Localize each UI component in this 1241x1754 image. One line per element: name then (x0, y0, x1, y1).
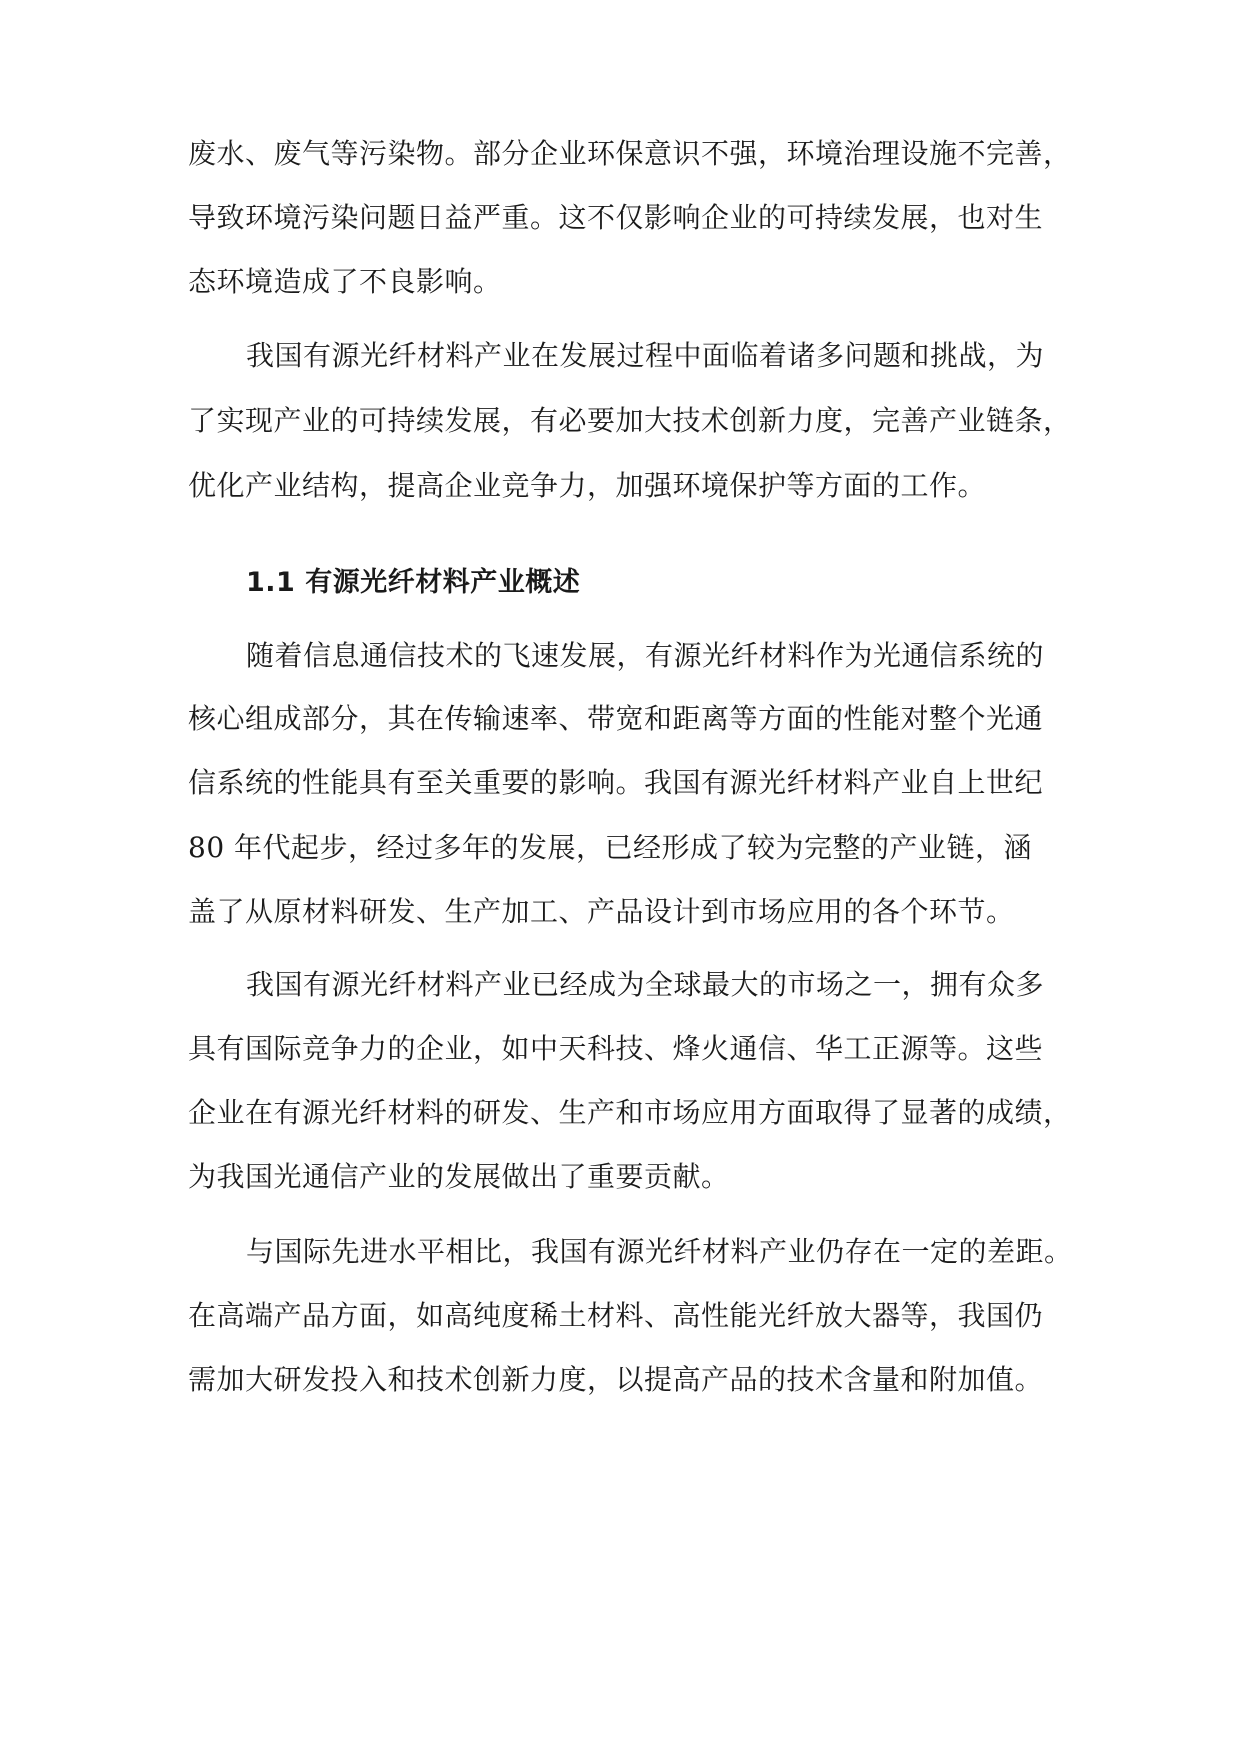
paragraph-4-line-3: 企业在有源光纤材料的研发、生产和市场应用方面取得了显著的成绩， (188, 1096, 1072, 1129)
paragraph-3-line-5: 盖了从原材料研发、生产加工、产品设计到市场应用的各个环节。 (188, 895, 1015, 928)
paragraph-4-line-1: 我国有源光纤材料产业已经成为全球最大的市场之一，拥有众多 (246, 968, 1045, 1001)
paragraph-1-line-2: 导致环境污染问题日益严重。这不仅影响企业的可持续发展，也对生 (188, 201, 1044, 234)
paragraph-1-line-1: 废水、废气等污染物。部分企业环保意识不强，环境治理设施不完善， (188, 137, 1072, 170)
paragraph-3-line-1: 随着信息通信技术的飞速发展，有源光纤材料作为光通信系统的 (246, 639, 1045, 672)
paragraph-4-line-4: 为我国光通信产业的发展做出了重要贡献。 (188, 1160, 730, 1193)
paragraph-2-line-3: 优化产业结构，提高企业竞争力，加强环境保护等方面的工作。 (188, 469, 987, 502)
paragraph-4-line-2: 具有国际竞争力的企业，如中天科技、烽火通信、华工正源等。这些 (188, 1032, 1044, 1065)
paragraph-5-line-1: 与国际先进水平相比，我国有源光纤材料产业仍存在一定的差距。 (246, 1235, 1073, 1268)
paragraph-5-line-3: 需加大研发投入和技术创新力度，以提高产品的技术含量和附加值。 (188, 1363, 1044, 1396)
section-heading: 1.1 有源光纤材料产业概述 (246, 567, 581, 598)
paragraph-2-line-2: 了实现产业的可持续发展，有必要加大技术创新力度，完善产业链条， (188, 404, 1072, 437)
paragraph-3-line-2: 核心组成部分，其在传输速率、带宽和距离等方面的性能对整个光通 (188, 702, 1044, 735)
paragraph-2-line-1: 我国有源光纤材料产业在发展过程中面临着诸多问题和挑战，为 (246, 339, 1045, 372)
paragraph-3-line-3: 信系统的性能具有至关重要的影响。我国有源光纤材料产业自上世纪 (188, 766, 1044, 799)
paragraph-5-line-2: 在高端产品方面，如高纯度稀土材料、高性能光纤放大器等，我国仍 (188, 1299, 1044, 1332)
paragraph-3-line-4: 80 年代起步，经过多年的发展，已经形成了较为完整的产业链，涵 (188, 831, 1033, 864)
paragraph-1-line-3: 态环境造成了不良影响。 (188, 265, 502, 298)
